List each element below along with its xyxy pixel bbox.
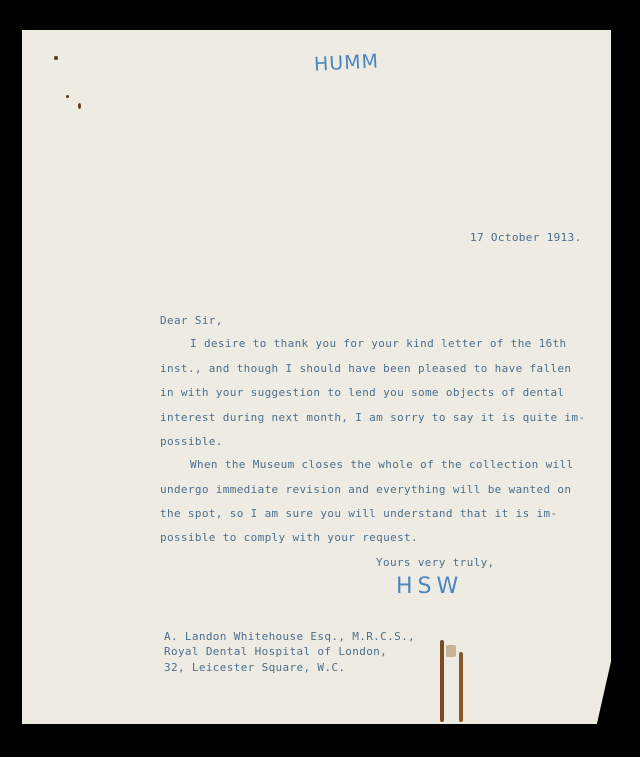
salutation: Dear Sir,	[160, 314, 223, 327]
closing: Yours very truly,	[376, 556, 495, 569]
rust-stain	[446, 645, 456, 657]
rust-stain	[459, 652, 463, 722]
body-line: undergo immediate revision and everything will be wanted on	[160, 483, 572, 496]
body-line: When the Museum closes the whole of the collection will	[190, 458, 574, 471]
body-line: possible to comply with your request.	[160, 531, 418, 544]
body-line: possible.	[160, 435, 223, 448]
ink-speck	[66, 95, 69, 98]
recipient-address-line: Royal Dental Hospital of London,	[164, 645, 388, 658]
body-line: inst., and though I should have been pleased to have fallen	[160, 362, 572, 375]
body-line: interest during next month, I am sorry to say it is quite im-	[160, 411, 586, 424]
letter-date: 17 October 1913.	[470, 231, 582, 244]
body-line: I desire to thank you for your kind letter of the 16th	[190, 337, 567, 350]
recipient-address-line: A. Landon Whitehouse Esq., M.R.C.S.,	[164, 630, 416, 643]
body-line: the spot, so I am sure you will understand that it is im-	[160, 507, 558, 520]
ink-speck	[54, 56, 58, 60]
ink-speck	[78, 103, 81, 109]
handwritten-annotation: HUMM	[313, 50, 380, 76]
handwritten-signature: HSW	[396, 574, 464, 599]
rust-stain	[440, 640, 444, 722]
letter-page	[22, 30, 611, 724]
body-line: in with your suggestion to lend you some objects of dental	[160, 386, 565, 399]
recipient-address-line: 32, Leicester Square, W.C.	[164, 661, 346, 674]
